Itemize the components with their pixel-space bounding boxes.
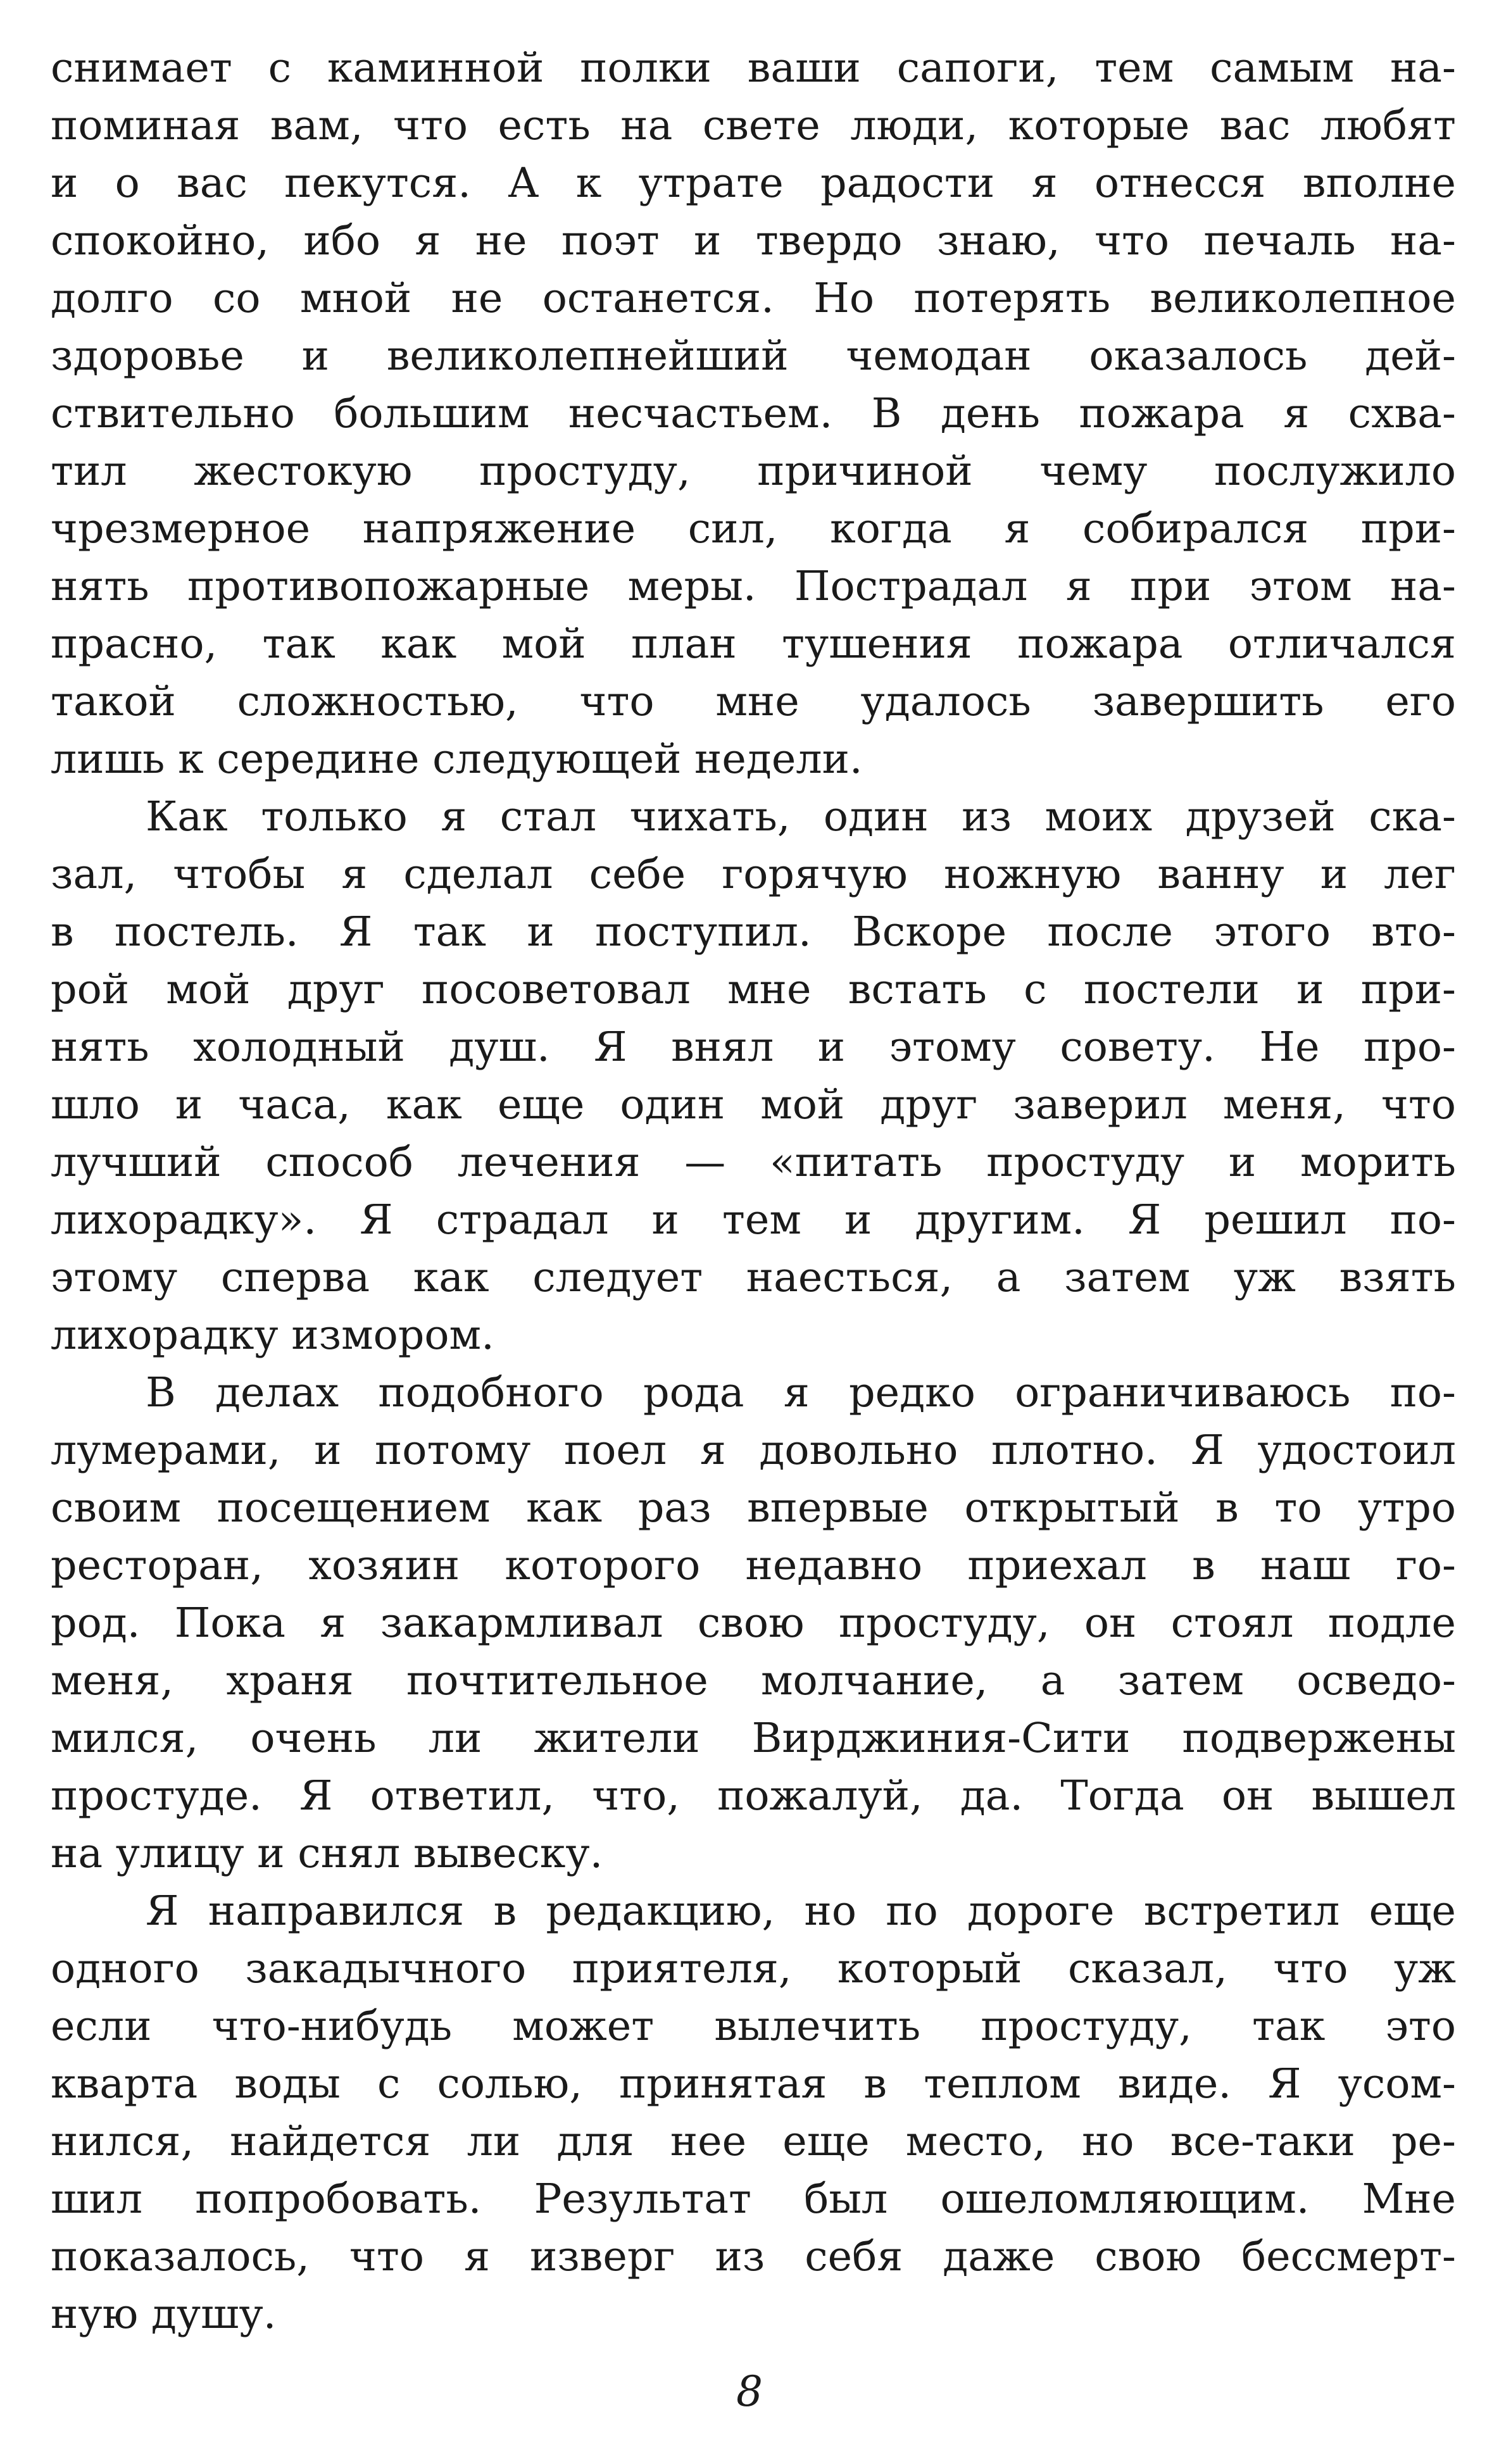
text-line: Как только я стал чихать, один из моих друзей ска-: [146, 793, 1456, 841]
text-line: лишь к середине следующей недели.: [51, 735, 863, 783]
text-line: показалось, что я изверг из себя даже свою бессмерт-: [51, 2233, 1456, 2280]
text-line: зал, чтобы я сделал себе горячую ножную ванну и лег: [51, 851, 1456, 898]
text-line: поминая вам, что есть на свете люди, которые вас любят: [51, 102, 1456, 149]
text-line: нять противопожарные меры. Пострадал я при этом на-: [51, 563, 1456, 610]
text-line: простуде. Я ответил, что, пожалуй, да. Тогда он вышел: [51, 1772, 1456, 1820]
text-line: шло и часа, как еще один мой друг заверил меня, что: [51, 1081, 1456, 1129]
text-line: Я направился в редакцию, но по дороге встретил еще: [146, 1887, 1456, 1935]
text-line: меня, храня почтительное молчание, а затем осведо-: [51, 1657, 1456, 1704]
text-line: шил попробовать. Результат был ошеломляющим. Мне: [51, 2175, 1456, 2223]
text-line: чрезмерное напряжение сил, когда я собирался при-: [51, 505, 1456, 553]
body-text: [51, 39, 1456, 2343]
text-line: лучший способ лечения — «питать простуду и морить: [51, 1139, 1456, 1186]
text-line: снимает с каминной полки ваши сапоги, тем самым на-: [51, 44, 1456, 92]
text-line: рой мой друг посоветовал мне встать с постели и при-: [51, 966, 1456, 1013]
text-line: здоровье и великолепнейший чемодан оказалось дей-: [51, 332, 1456, 380]
text-line: прасно, так как мой план тушения пожара отличался: [51, 620, 1456, 668]
text-line: долго со мной не останется. Но потерять великолепное: [51, 275, 1456, 322]
text-line: нять холодный душ. Я внял и этому совету. Не про-: [51, 1023, 1456, 1071]
text-line: род. Пока я закармливал свою простуду, он стоял подле: [51, 1599, 1456, 1647]
text-line: лихорадку измором.: [51, 1311, 494, 1359]
text-line: в постель. Я так и поступил. Вскоре после этого вто-: [51, 908, 1456, 956]
text-line: мился, очень ли жители Вирджиния-Сити подвержены: [51, 1715, 1456, 1762]
text-line: кварта воды с солью, принятая в теплом виде. Я усом-: [51, 2060, 1456, 2108]
text-line: ствительно большим несчастьем. В день пожара я схва-: [51, 390, 1456, 437]
text-line: этому сперва как следует наесться, а затем уж взять: [51, 1254, 1456, 1301]
text-line: В делах подобного рода я редко ограничиваюсь по-: [146, 1369, 1456, 1416]
text-line: нился, найдется ли для нее еще место, но все-таки ре-: [51, 2118, 1456, 2165]
text-line: спокойно, ибо я не поэт и твердо знаю, что печаль на-: [51, 217, 1456, 265]
text-line: своим посещением как раз впервые открытый в то утро: [51, 1484, 1456, 1532]
text-line: ную душу.: [51, 2291, 277, 2338]
text-line: тил жестокую простуду, причиной чему послужило: [51, 447, 1456, 495]
text-line: лумерами, и потому поел я довольно плотно. Я удостоил: [51, 1427, 1456, 1474]
text-line: и о вас пекутся. А к утрате радости я отнесся вполне: [51, 159, 1456, 207]
page-number: 8: [736, 2367, 763, 2416]
text-line: лихорадку». Я страдал и тем и другим. Я решил по-: [51, 1196, 1456, 1244]
text-line: такой сложностью, что мне удалось завершить его: [51, 678, 1456, 725]
text-line: на улицу и снял вывеску.: [51, 1830, 603, 1877]
text-line: если что-нибудь может вылечить простуду, так это: [51, 2003, 1456, 2050]
text-line: одного закадычного приятеля, который сказал, что уж: [51, 1945, 1456, 1992]
text-line: ресторан, хозяин которого недавно приехал в наш го-: [51, 1542, 1456, 1589]
